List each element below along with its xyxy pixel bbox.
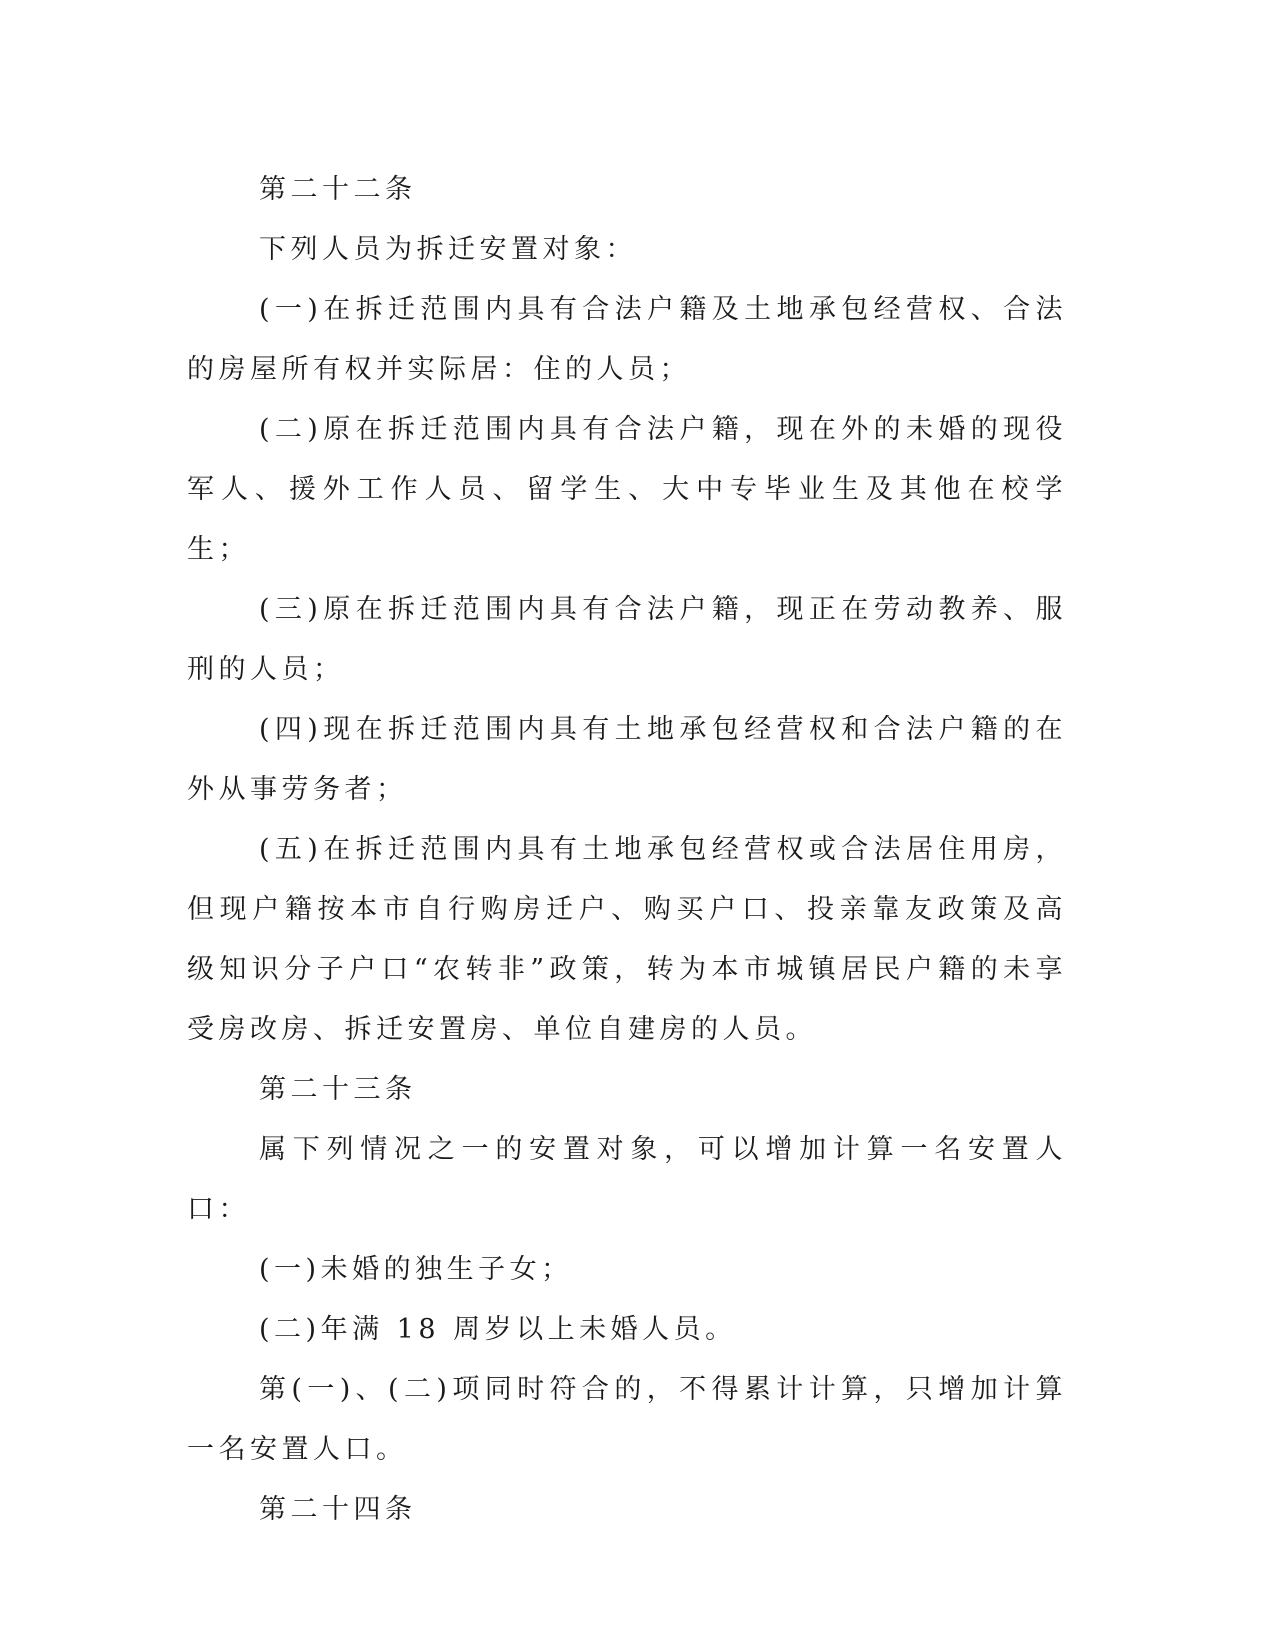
paragraph-intro-22: 下列人员为拆迁安置对象：: [259, 234, 637, 265]
paragraph-item-1: (一)在拆迁范围内具有合法户籍及土地承包经营权、合法的房屋所有权并实际居：住的人员；: [187, 294, 1067, 385]
paragraph-item-3: (三)原在拆迁范围内具有合法户籍，现正在劳动教养、服刑的人员；: [187, 594, 1067, 685]
paragraph-item-23-1: (一)未婚的独生子女；: [259, 1254, 573, 1285]
document-body: [187, 160, 1067, 1540]
article-heading-23: 第二十三条: [259, 1074, 417, 1105]
paragraph-item-23-2: (二)年满 18 周岁以上未婚人员。: [259, 1314, 737, 1345]
paragraph-intro-23: 属下列情况之一的安置对象，可以增加计算一名安置人口：: [187, 1134, 1067, 1225]
article-heading-24: 第二十四条: [259, 1494, 417, 1525]
paragraph-note-23: 第(一)、(二)项同时符合的，不得累计计算，只增加计算一名安置人口。: [187, 1374, 1067, 1465]
paragraph-item-4: (四)现在拆迁范围内具有土地承包经营权和合法户籍的在外从事劳务者；: [187, 714, 1067, 805]
paragraph-item-2: (二)原在拆迁范围内具有合法户籍，现在外的未婚的现役军人、援外工作人员、留学生、大中专毕业生及其他在校学生；: [187, 414, 1067, 565]
paragraph-item-5: (五)在拆迁范围内具有土地承包经营权或合法居住用房，但现户籍按本市自行购房迁户、购买户口、投亲靠友政策及高级知识分子户口“农转非”政策，转为本市城镇居民户籍的未享受房改房、拆迁安置房、单位自建房的人员。: [187, 834, 1067, 1045]
article-heading-22: 第二十二条: [259, 174, 417, 205]
